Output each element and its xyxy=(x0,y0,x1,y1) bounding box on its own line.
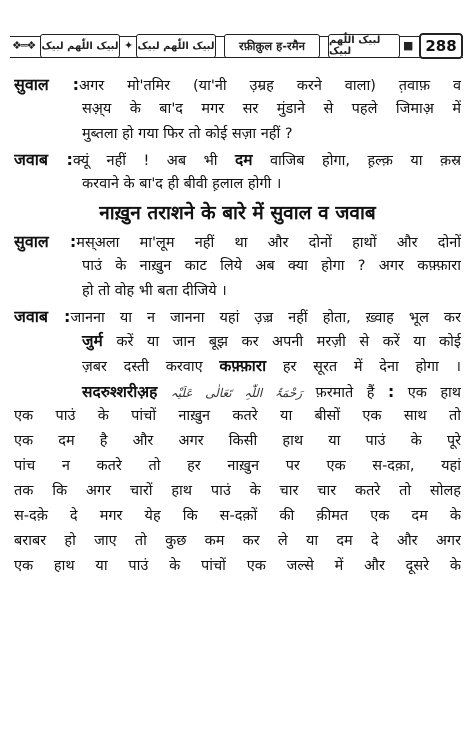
header-label-right: لبیک اللّٰھم لبیک xyxy=(328,34,400,58)
qa2-question-line-1: सुवाल :मस्अला मा'लूम नहीं था और दोनों हाथों और दोनों xyxy=(14,232,461,251)
reference-name: सदरुश्शरीअ़ह xyxy=(82,383,158,401)
body-line-1: एक पाउं के पांचों नाख़ुन कतरे या बीसों एक साथ तो xyxy=(14,408,461,424)
header-label-left-2: لبیک اللّٰھم لبیک xyxy=(136,34,216,58)
answer-label: जवाब xyxy=(14,150,49,169)
qa1-question-line-1: सुवाल :अगर मो'तमिर (या'नी उ़म्रह करने वाला) त़वाफ़ व xyxy=(14,75,461,94)
book-title: रफ़ीक़ुल ह-रमैन xyxy=(224,34,320,58)
answer-label: जवाब xyxy=(14,307,49,326)
emphasis-term: जुर्म xyxy=(82,332,103,350)
emphasis-term: कफ़्फ़ारा xyxy=(219,357,267,375)
qa2-answer-line-1: जवाब :जानना या न जानना यहां उ़ज़्र नहीं होता, ख़्वाह भूल कर xyxy=(14,307,461,326)
body-line-6: बराबर हो जाए तो कुछ कम कर ले या दम दे और अगर xyxy=(14,533,461,549)
qa2-reference-line: सदरुश्शरीअ़ह رَحْمَۃُ اللّٰہِ تَعَالٰی عَلَیْہ फ़रमाते हैं : एक हाथ xyxy=(82,382,461,401)
question-text: अगर मो'तमिर (या'नी उ़म्रह करने वाला) त़वाफ़ व xyxy=(79,78,461,94)
qa2-answer-line-2: जुर्म करें या जान बूझ कर अपनी मरज़ी से करें या कोई xyxy=(82,332,461,350)
kaaba-icon: ■ xyxy=(403,39,413,52)
salutation: رَحْمَۃُ اللّٰہِ تَعَالٰی عَلَیْہ xyxy=(170,386,303,400)
body-line-7: एक हाथ या पाउं के पांचों एक जल्से में और दूसरे के xyxy=(14,558,461,574)
section-heading: नाख़ुन तराशने के बारे में सुवाल व जवाब xyxy=(99,202,376,224)
body-line-3: पांच न कतरे तो हर नाख़ुन पर एक स-दक़ा, यहां xyxy=(14,458,461,474)
header-label-left: لبیک اللّٰھم لبیک xyxy=(40,34,120,58)
page-header xyxy=(10,34,463,60)
body-line-2: एक दम है और अगर किसी हाथ या पाउं के पूरे xyxy=(14,433,461,449)
document-body xyxy=(14,72,461,579)
body-line-4: तक कि अगर चारों हाथ पाउं के चार चार कतरे तो सोलह xyxy=(14,483,461,499)
qa1-question-line-2: सअ़्य के बा'द मगर सर मुंडाने से पहले जिमाअ़ में xyxy=(82,101,461,117)
body-line-5: स-दक़े दे मगर येह कि स-दक़ों की क़ीमत एक दम के xyxy=(14,508,461,524)
qa1-answer-line-2: करवाने के बा'द ही बीवी ह़लाल होगी । xyxy=(82,176,282,192)
question-label: सुवाल xyxy=(14,232,49,251)
page-number: 288 xyxy=(419,33,463,59)
ornament-icon: ✦ xyxy=(124,39,133,52)
qa1-answer-line-1: जवाब :क्यूं नहीं ! अब भी दम वाजिब होगा, ह़ल्क़ या क़स्र xyxy=(14,150,461,169)
emphasis-term: दम xyxy=(235,151,253,169)
qa2-question-line-3: हो तो वोह भी बता दीजिये । xyxy=(82,283,227,299)
qa2-answer-line-3: ज़बर दस्ती करवाए कफ़्फ़ारा हर सूरत में देना होगा । xyxy=(82,357,461,375)
question-label: सुवाल xyxy=(14,75,49,94)
ornament-icon: ❖═❖ xyxy=(12,39,36,52)
qa2-question-line-2: पाउं के नाख़ुन काट लिये अब क्या होगा ? अगर कफ़्फ़ारा xyxy=(82,258,461,274)
qa1-question-line-3: मुब्तला हो गया फिर तो कोई सज़ा नहीं ? xyxy=(82,126,293,142)
